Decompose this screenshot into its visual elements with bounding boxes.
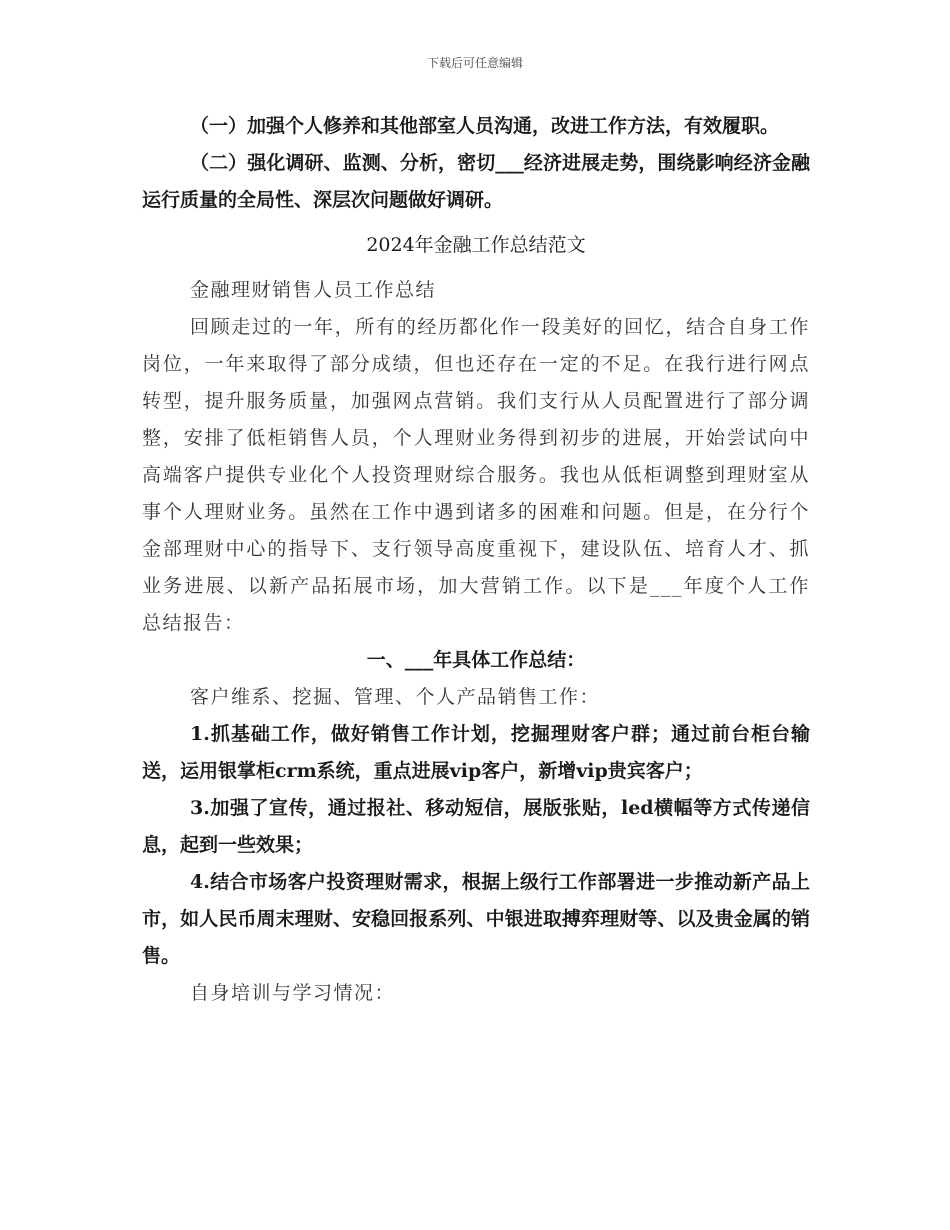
page-header-note: 下载后可任意编辑 [426, 56, 523, 70]
paragraph-1: （一）加强个人修养和其他部室人员沟通，改进工作方法，有效履职。 [190, 115, 780, 137]
sub-heading-2: 自身培训与学习情况： [190, 982, 396, 1004]
list-item-1: 1.抓基础工作，做好销售工作计划，挖掘理财客户群；通过前台柜台输送，运用银掌柜crm系统，重点进展vip客户，新增vip贵宾客户； [142, 723, 810, 782]
document-title: 2024年金融工作总结范文 [366, 234, 586, 256]
list-item-3: 3.加强了宣传，通过报社、移动短信，展版张贴，led横幅等方式传递信息，起到一些效果； [142, 797, 810, 856]
section-heading-1: 一、___年具体工作总结： [366, 649, 586, 671]
document-subtitle: 金融理财销售人员工作总结 [190, 279, 437, 301]
intro-paragraph: 回顾走过的一年，所有的经历都化作一段美好的回忆，结合自身工作岗位，一年来取得了部分成绩，但也还存在一定的不足。在我行进行网点转型，提升服务质量，加强网点营销。我们支行从人员配置进行了部分调整，安排了低柜销售人员，个人理财业务得到初步的进展，开始尝试向中高端客户提供专业化个人投资理财综合服务。我也从低柜调整到理财室从事个人理财业务。虽然在工作中遇到诸多的困难和问题。但是，在分行个金部理财中心的指导下、支行领导高度重视下，建设队伍、培育人才、抓业务进展、以新产品拓展市场，加大营销工作。以下是___年度个人工作总结报告： [142, 316, 810, 634]
sub-heading-1: 客户维系、挖掘、管理、个人产品销售工作： [190, 686, 601, 708]
paragraph-2: （二）强化调研、监测、分析，密切___经济进展走势，围绕影响经济金融运行质量的全局性、深层次问题做好调研。 [142, 152, 810, 211]
list-item-4: 4.结合市场客户投资理财需求，根据上级行工作部署进一步推动新产品上市，如人民币周末理财、安稳回报系列、中银进取搏弈理财等、以及贵金属的销售。 [142, 871, 810, 967]
document-body [142, 108, 810, 1012]
